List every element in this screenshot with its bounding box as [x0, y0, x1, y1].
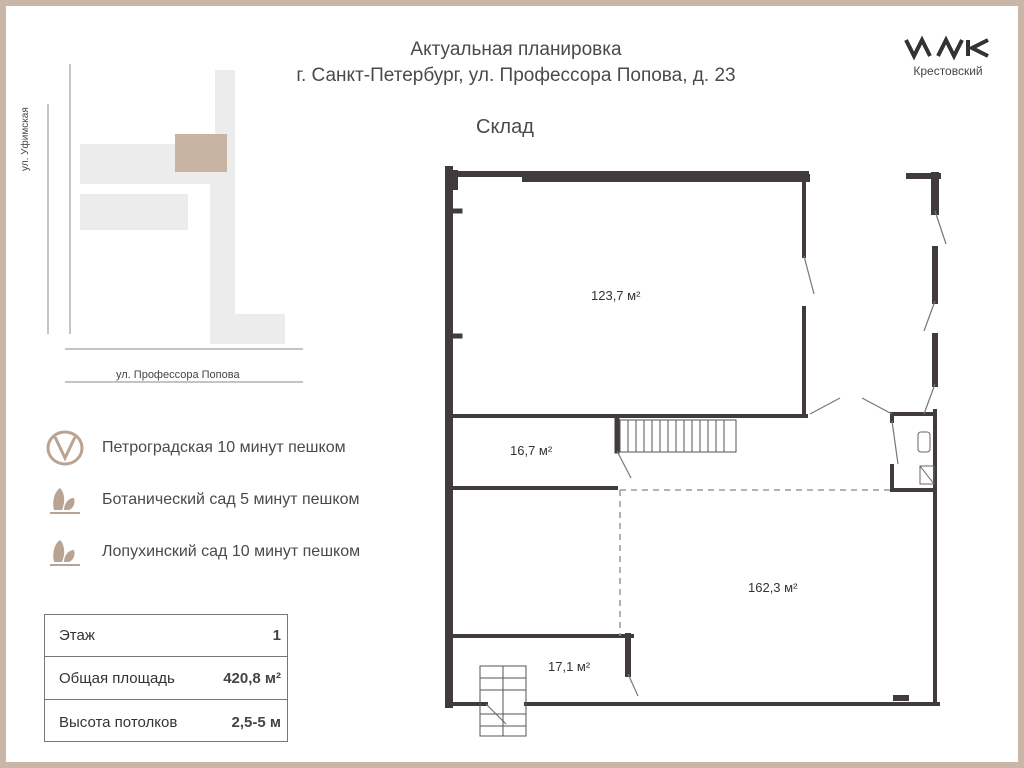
room-area-main: 123,7 м² — [591, 288, 641, 303]
plan-sheet — [6, 6, 1018, 762]
nearby-botanical-text: Ботанический сад 5 минут пешком — [102, 491, 360, 508]
logo-name: Крестовский — [913, 64, 983, 78]
room-area-small: 16,7 м² — [510, 443, 553, 458]
room-area-hall: 162,3 м² — [748, 580, 798, 595]
street-label-ufimskaya: ул. Уфимская — [20, 107, 31, 171]
spec-label: Этаж — [59, 627, 95, 644]
spec-label: Общая площадь — [59, 670, 175, 687]
premises-type: Склад — [476, 116, 534, 138]
address: г. Санкт-Петербург, ул. Профессора Попова, д. 23 — [296, 65, 736, 86]
floor-plan — [6, 6, 1018, 762]
nearby-lopukhin-text: Лопухинский сад 10 минут пешком — [102, 543, 361, 560]
street-label-popova: ул. Профессора Попова — [116, 369, 240, 381]
nearby-metro-text: Петроградская 10 минут пешком — [102, 439, 346, 456]
spec-value: 420,8 м² — [223, 670, 281, 687]
spec-value: 1 — [272, 627, 281, 644]
page-title: Актуальная планировка — [410, 39, 622, 60]
room-area-storage: 17,1 м² — [548, 659, 591, 674]
spec-label: Высота потолков — [59, 713, 178, 731]
spec-value: 2,5-5 м — [231, 713, 281, 731]
